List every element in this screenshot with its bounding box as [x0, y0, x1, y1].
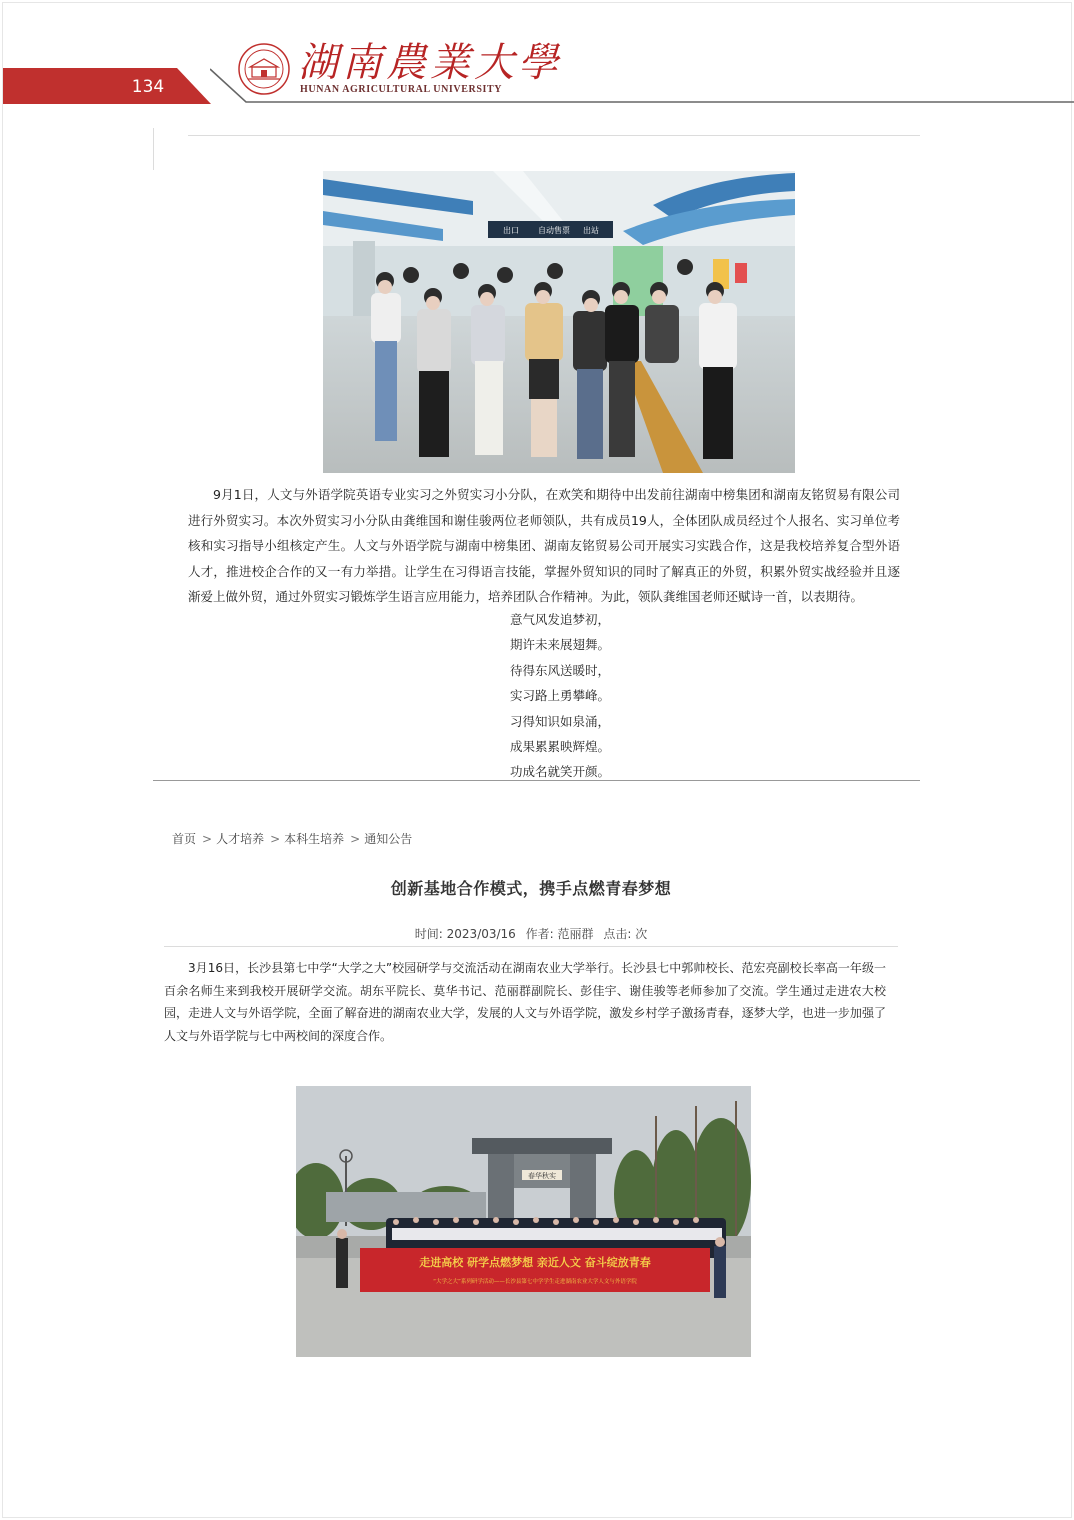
article1-paragraph: 9月1日，人文与外语学院英语专业实习之外贸实习小分队，在欢笑和期待中出发前往湖南中榜集团和湖南友铭贸易有限公司进行外贸实习。本次外贸实习小分队由龚维国和谢佳骏两位老师领队，共有成员19人，全体团队成员经过个人报名、实习单位考核和实习指导小组核定产生。人文与外语学院与湖南中榜集团、湖南友铭贸易公司开展实习实践合作，这是我校培养复合型外语人才，推进校企合作的又一有力举措。让学生在习得语言技能，掌握外贸知识的同时了解真正的外贸，积累外贸实战经验并且逐渐爱上做外贸，通过外贸实习锻炼学生语言应用能力，培养团队合作精神。为此，领队龚维国老师还赋诗一首，以表期待。: [188, 487, 900, 605]
section-left-rule: [153, 128, 154, 170]
poem-line: 意气风发追梦初，: [510, 612, 611, 627]
article2-paragraph: 3月16日，长沙县第七中学“大学之大”校园研学与交流活动在湖南农业大学举行。长沙县七中郭帅校长、范宏亮副校长率高一年级一百余名师生来到我校开展研学交流。胡东平院长、莫华书记、范丽群副院长、彭佳宇、谢佳骏等老师参加了交流。学生通过走进农大校园，走进人文与外语学院，全面了解奋进的湖南农业大学，发展的人文与外语学院，激发乡村学子激扬青春，逐梦大学，也进一步加强了人文与外语学院与七中两校间的深度合作。: [164, 961, 886, 1043]
poem-line: 实习路上勇攀峰。: [510, 688, 611, 704]
university-name-cn: 湖南農業大學: [298, 40, 562, 86]
section-divider: [153, 780, 920, 781]
group-photo-subway: [323, 171, 795, 473]
section-rule: [188, 135, 920, 136]
university-name-en: HUNAN AGRICULTURAL UNIVERSITY: [300, 84, 503, 95]
subway-sign-exit: 出口: [503, 226, 519, 235]
poem-line: 功成名就笑开颜。: [510, 764, 611, 780]
subway-sign-out: 出站: [583, 226, 599, 235]
group-photo-campus-gate: [296, 1086, 751, 1357]
article2-title: 创新基地合作模式，携手点燃青春梦想: [390, 879, 672, 898]
page-number: 134: [131, 77, 165, 97]
breadcrumb-notice[interactable]: 通知公告: [364, 832, 413, 846]
meta-time: 时间: 2023/03/16: [414, 927, 516, 941]
poem-line: 待得东风送暖时，: [510, 662, 611, 678]
subway-sign-ticket: 自动售票: [538, 226, 570, 235]
banner-main-text: 走进高校 研学点燃梦想 亲近人文 奋斗绽放青春: [419, 1256, 651, 1269]
breadcrumb-home[interactable]: 首页: [172, 832, 197, 846]
meta-clicks: 点击: 次: [603, 927, 648, 941]
breadcrumb-talent[interactable]: 人才培养: [216, 832, 265, 846]
poem-line: 期许未来展翅舞。: [510, 637, 611, 653]
poem-line: 习得知识如泉涌，: [510, 713, 611, 729]
poem-line: 成果累累映辉煌。: [510, 739, 611, 755]
banner-sub-text: “大学之大”系列研学活动——长沙县第七中学学生走进湖南农业大学人文与外语学院: [433, 1279, 637, 1285]
breadcrumb-sep: >: [270, 832, 281, 846]
meta-rule: [164, 946, 898, 947]
breadcrumb-undergrad[interactable]: 本科生培养: [284, 832, 345, 846]
breadcrumb-sep: >: [202, 832, 213, 846]
article2-meta: [164, 925, 898, 942]
poem: [510, 607, 610, 785]
university-logo-icon: [238, 43, 290, 95]
gate-inscription: 春华秋实: [528, 1172, 556, 1180]
breadcrumb-sep: >: [350, 832, 361, 846]
breadcrumb: [172, 830, 414, 847]
meta-author: 作者: 范丽群: [525, 927, 594, 941]
